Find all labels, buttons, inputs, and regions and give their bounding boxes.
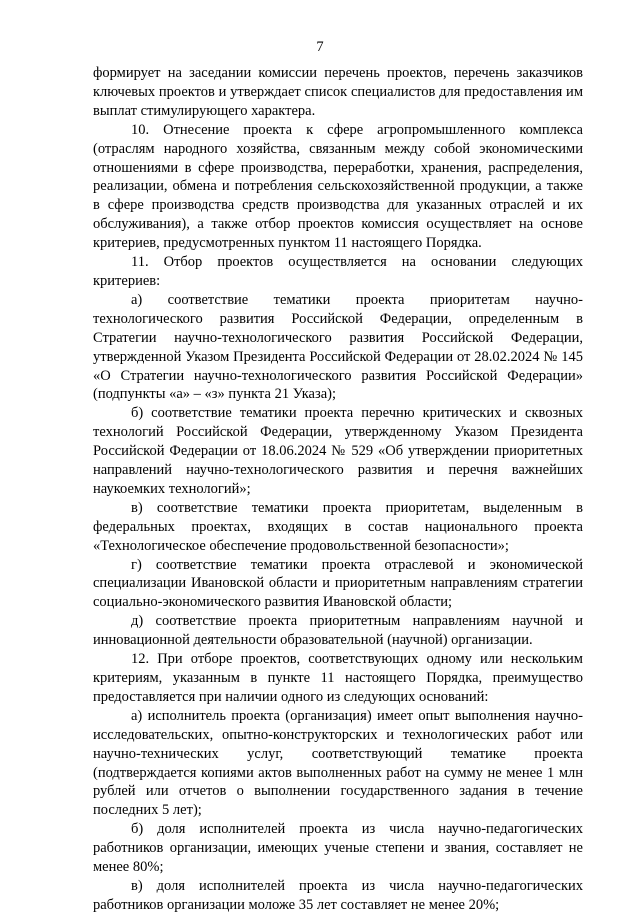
paragraph: в) соответствие тематики проекта приоритетам, выделенным в федеральных проектах, входящих в состав национального проекта «Технологическое обеспечение продовольственной безопасности»; [93,499,583,554]
paragraph: формирует на заседании комиссии перечень проектов, перечень заказчиков ключевых проектов и утверждает список специалистов для предоставления им выплат стимулирующего характера. [93,65,583,119]
paragraph: б) доля исполнителей проекта из числа научно-педагогических работников организации, имеющих ученые степени и звания, составляет не менее 80%; [93,821,583,876]
paragraph: в) доля исполнителей проекта из числа научно-педагогических работников организации моложе 35 лет составляет не менее 20%; [93,877,583,913]
paragraph: г) соответствие тематики проекта отраслевой и экономической специализации Ивановской области и приоритетным направлениям стратегии социально-экономического развития Ивановской области; [93,556,583,611]
paragraph: а) исполнитель проекта (организация) имеет опыт выполнения научно-исследовательских, опытно-конструкторских и технологических работ или научно-технических услуг, соответствующий тематике проекта (подтверждается копиями актов выполненных работ на сумму не менее 1 млн рублей или отчетов о выполнении государственного задания в течение последних 5 лет); [93,707,583,819]
paragraph: 11. Отбор проектов осуществляется на основании следующих критериев: [93,254,583,289]
paragraph: б) соответствие тематики проекта перечню критических и сквозных технологий Российской Федерации, утвержденному Указом Президента Российской Федерации от 18.06.2024 № 529 «Об утверждении приоритетных направлений научно-технологического развития и перечня важнейших наукоемких технологий»; [93,405,583,497]
page-number: 7 [316,39,324,55]
paragraph: 12. При отборе проектов, соответствующих одному или нескольким критериям, указанным в пункте 11 настоящего Порядка, преимущество предоставляется при наличии одного из следующих оснований: [93,651,583,705]
paragraph: а) соответствие тематики проекта приоритетам научно-технологического развития Российской Федерации, определенным в Стратегии научно-технологического развития Российской Федерации, утвержденной Указом Президента Российской Федерации от 28.02.2024 № 145 «О Стратегии научно-технологического развития Российской Федерации» (подпункты «а» – «з» пункта 21 Указа); [93,291,583,403]
paragraph: д) соответствие проекта приоритетным направлениям научной и инновационной деятельности образовательной (научной) организации. [93,613,583,649]
paragraph: 10. Отнесение проекта к сфере агропромышленного комплекса (отраслям народного хозяйства, связанным между собой экономическими отношениями в сфере производства, переработки, хранения, распределения, реализации, обмена и потребления сельскохозяйственной продукции, а также в сфере производства средств производства для указанных отраслей и их обслуживания), а также отбор проектов комиссия осуществляет на основе критериев, предусмотренных пунктом 11 настоящего Порядка. [93,121,583,252]
document-body [93,64,583,915]
